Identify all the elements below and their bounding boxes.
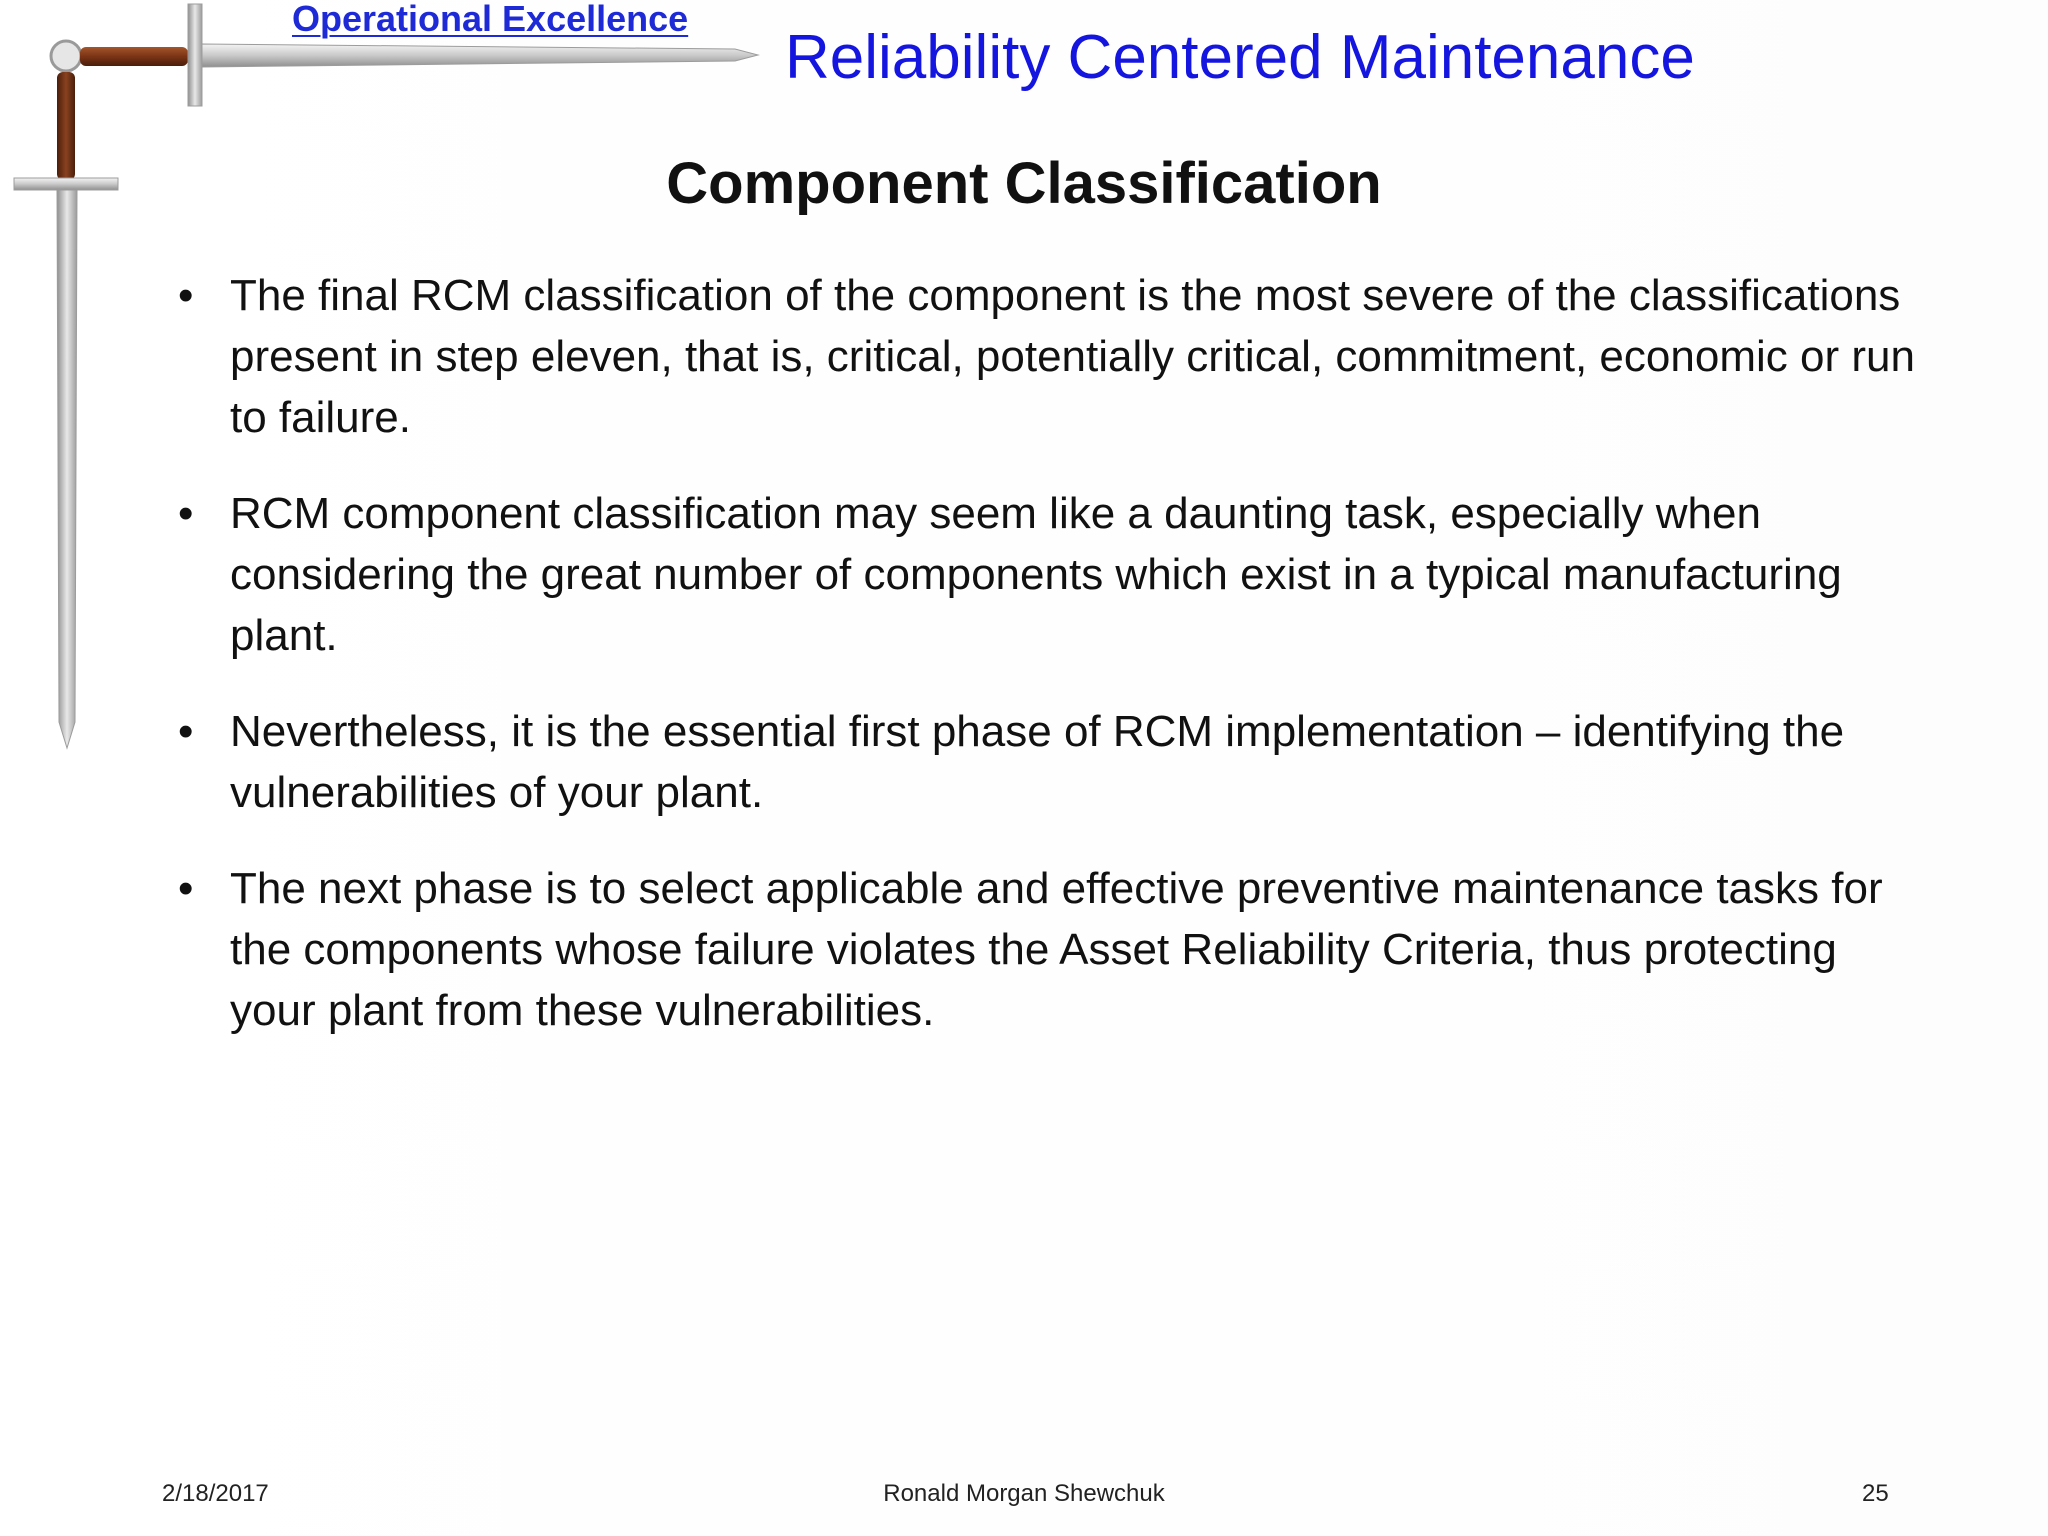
bullet-marker: •	[178, 489, 194, 538]
bullet-text: The final RCM classification of the component is the most severe of the classifications present in step eleven, that is, critical, potentially critical, commitment, economic or run to failure.	[230, 271, 1915, 442]
bullet-item	[170, 858, 1930, 1041]
bullet-item	[170, 483, 1930, 666]
presentation-title: Reliability Centered Maintenance	[785, 23, 1695, 92]
bullet-text: Nevertheless, it is the essential first phase of RCM implementation – identifying the vulnerabilities of your plant.	[230, 707, 1845, 817]
footer-author: Ronald Morgan Shewchuk	[883, 1480, 1165, 1507]
bullet-marker: •	[178, 864, 194, 913]
bullet-text: RCM component classification may seem like a daunting task, especially when considering the great number of components which exist in a typical manufacturing plant.	[230, 489, 1842, 660]
bullet-item	[170, 265, 1930, 448]
bullet-marker: •	[178, 271, 194, 320]
slide-heading: Component Classification	[666, 151, 1382, 216]
bullet-list	[170, 265, 1930, 1076]
brand-logo-text: Operational Excellence	[292, 0, 689, 39]
slide-number: 25	[1862, 1480, 1889, 1507]
bullet-text: The next phase is to select applicable and effective preventive maintenance tasks for the components whose failure violates the Asset Reliability Criteria, thus protecting your plant from these vulnerabilities.	[230, 864, 1883, 1035]
bullet-marker: •	[178, 707, 194, 756]
footer-date: 2/18/2017	[162, 1480, 269, 1507]
bullet-item	[170, 701, 1930, 823]
